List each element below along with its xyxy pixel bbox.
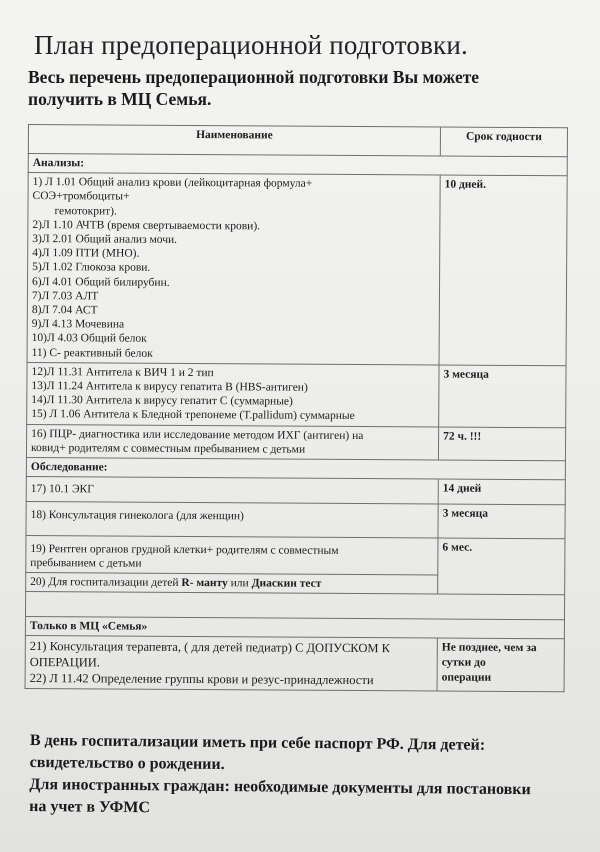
list-item: 19) Рентген органов грудной клетки+ родителям с совместным (30, 542, 339, 557)
list-item: ковид+ родителям с совместным пребыванием с детьми (30, 441, 306, 456)
list-item: 22) Л 11.42 Определение группы крови и резус-принадлежности (29, 671, 374, 688)
table-row (26, 502, 565, 538)
group4-items (25, 636, 437, 692)
group1-term: 10 дней. (439, 175, 567, 365)
row18-term: 3 месяца (438, 504, 565, 538)
list-item: пребыванием с детьми (30, 556, 142, 570)
preparation-table (25, 124, 568, 693)
list-item: СОЭ+тромбоциты+ (32, 190, 130, 204)
list-item: 1) Л 1.01 Общий анализ крови (лейкоцитарная формула+ (32, 176, 313, 190)
table-row (26, 535, 565, 576)
list-item: 3)Л 2.01 Общий анализ мочи. (32, 233, 178, 246)
page-title: План предоперационной подготовки. (34, 30, 468, 60)
list-item: 2)Л 1.10 АЧТВ (время свертываемости крови). (32, 218, 261, 233)
row20-prefix: 20) Для госпитализации детей (30, 576, 182, 590)
list-item: 10)Л 4.03 Общий белок (31, 332, 147, 346)
section-analyses: Анализы: (28, 154, 567, 176)
table-row (26, 424, 565, 461)
list-item: 12)Л 11.31 Антитела к ВИЧ 1 и 2 тип (31, 365, 214, 379)
group3-items (26, 424, 438, 460)
list-item: ОПЕРАЦИИ. (29, 655, 101, 670)
group3-term: 72 ч. !!! (438, 427, 565, 461)
list-item: 14)Л 11.30 Антитела к вирусу гепатит С (суммарные) (31, 394, 293, 408)
table-header-row (28, 125, 567, 157)
header-name: Наименование (28, 125, 440, 157)
group2-term: 3 месяца (439, 365, 566, 428)
list-item: 5)Л 1.02 Глюкоза крови. (32, 261, 151, 275)
subtitle-line: Весь перечень предоперационной подготовки Вы можете (28, 67, 480, 87)
list-item: 7)Л 7.03 АЛТ (31, 289, 99, 303)
list-item: 9)Л 4.13 Мочевина (31, 318, 125, 331)
row20-middle: или (227, 577, 252, 590)
list-item: 11) С- реактивный белок (31, 346, 153, 360)
list-item: 4)Л 1.09 ПТИ (МНО). (32, 247, 140, 260)
table-row (25, 636, 564, 692)
header-term: Срок годности (440, 127, 567, 157)
list-item: 6)Л 4.01 Общий билирубин. (32, 275, 170, 289)
row17-text: 17) 10.1 ЭКГ (26, 477, 438, 505)
group1-items (27, 173, 440, 365)
page-subtitle (28, 66, 578, 110)
footer-line: Для иностранных граждан: необходимые документы для постановки (29, 775, 531, 799)
list-item: гемотокрит). (54, 204, 117, 218)
list-item: 15) Л 1.06 Антитела к Бледной трепонеме (T.pallidum) суммарные (31, 408, 355, 423)
spacer-cell (25, 592, 564, 620)
row18-text: 18) Консультация гинеколога (для женщин) (26, 502, 438, 538)
list-item: 13)Л 11.24 Антитела к вирусу гепатита В (HBS-антиген) (31, 380, 308, 394)
subtitle-line: получить в МЦ Семья. (28, 89, 212, 109)
term-line: сутки до (441, 657, 486, 670)
section-exam: Обследование: (26, 458, 565, 480)
table-row (26, 477, 565, 505)
footer-line: В день госпитализации иметь при себе паспорт РФ. Для детей: (29, 731, 486, 754)
group4-term (437, 638, 564, 692)
row19-text (26, 535, 438, 575)
footer-notes (29, 730, 575, 824)
table-row (27, 173, 567, 366)
footer-line: свидетельство о рождении. (29, 753, 225, 774)
row20-text (26, 573, 438, 595)
list-item: 8)Л 7.04 АСТ (31, 304, 98, 317)
table-row (27, 362, 566, 427)
row19-term: 6 мес. (438, 538, 565, 595)
term-line: Не позднее, чем за (441, 642, 537, 655)
section-only-semya: Только в МЦ «Семья» (25, 617, 564, 639)
footer-line: на учет в УФМС (29, 797, 151, 817)
spacer-row (25, 592, 564, 620)
row17-term: 14 дней (438, 479, 565, 505)
row20-mantu: R- манту (181, 577, 228, 590)
term-line: операции (441, 672, 492, 685)
row20-diaskin: Диаскин тест (251, 577, 322, 590)
list-item: 16) ПЦР- диагностика или исследование методом ИХГ (антиген) на (31, 427, 364, 442)
list-item: 21) Консультация терапевта, ( для детей педиатр) С ДОПУСКОМ К (29, 639, 391, 656)
group2-items (27, 362, 439, 426)
